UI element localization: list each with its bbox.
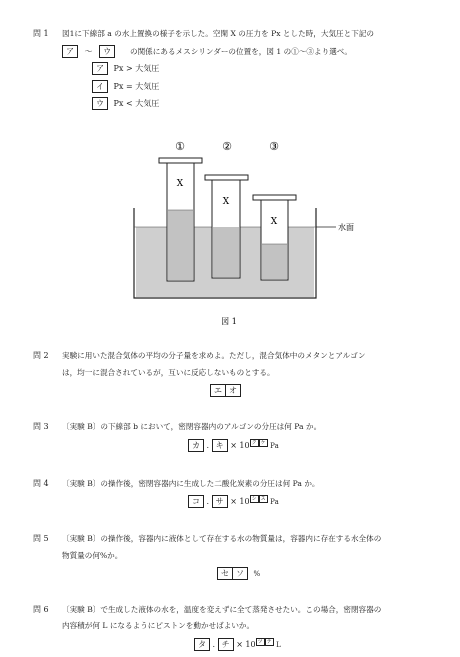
unit: Pa bbox=[270, 442, 279, 450]
answer-box-o: オ bbox=[225, 384, 241, 397]
range-separator: ～ bbox=[84, 47, 93, 56]
answer-box-a: ア bbox=[62, 45, 78, 58]
q2-line1: 実験に用いた混合気体の平均の分子量を求めよ。ただし，混合気体中のメタンとアルゴン bbox=[62, 351, 366, 360]
times-ten: × 10 bbox=[230, 441, 250, 450]
q2-line2: は，均一に混合されているが，互いに反応しないものとする。 bbox=[62, 368, 275, 377]
gas-label-1: X bbox=[176, 179, 184, 189]
q1-line2: の関係にあるメスシリンダーの位置を，図 1 の①～③より選べ。 bbox=[130, 47, 352, 56]
unit: L bbox=[276, 641, 281, 649]
figure-caption: 図 1 bbox=[221, 317, 237, 326]
cylinder-label-2: ② bbox=[222, 140, 232, 153]
option-text: Px > 大気圧 bbox=[113, 64, 160, 73]
q6-line1: 〔実験 B〕で生成した液体の水を，温度を変えずに全て蒸発させたい。この場合，密閉容器の bbox=[62, 605, 382, 614]
q6-line2: 内容積が何 L になるようにピストンを動かせばよいか。 bbox=[62, 621, 255, 630]
exponent-box-ke: ケ bbox=[260, 440, 266, 446]
q3-text: 〔実験 B〕の下線部 b において，密閉容器内のアルゴンの分圧は何 Pa か。 bbox=[62, 422, 322, 431]
q1-number: 問 1 bbox=[33, 29, 49, 38]
answer-box-ta: タ bbox=[194, 638, 210, 651]
q2-answer bbox=[210, 384, 241, 397]
q4-text: 〔実験 B〕の操作後，密閉容器内に生成した二酸化炭素の分圧は何 Pa か。 bbox=[62, 479, 320, 488]
answer-box-ka: カ bbox=[188, 439, 204, 452]
q2-number: 問 2 bbox=[33, 351, 49, 360]
q5-line1: 〔実験 B〕の操作後，容器内に液体として存在する水の物質量は，容器内に存在する水全体の bbox=[62, 534, 382, 543]
q5-answer bbox=[217, 567, 260, 580]
answer-box-ko: コ bbox=[188, 495, 204, 508]
water-surface-label: 水面 bbox=[338, 223, 354, 232]
decimal-point: . bbox=[212, 640, 216, 649]
exponent-box-te: テ bbox=[266, 639, 272, 645]
q6-number: 問 6 bbox=[33, 605, 49, 614]
option-text: Px = 大気圧 bbox=[113, 82, 160, 91]
answer-box-u: ウ bbox=[99, 45, 115, 58]
q5-line2: 物質量の何%か。 bbox=[62, 551, 123, 560]
answer-box-ki: キ bbox=[212, 439, 228, 452]
exponent-box-ku: ク bbox=[251, 440, 257, 446]
cylinder-label-1: ① bbox=[175, 140, 185, 153]
q3-answer bbox=[188, 439, 279, 452]
q4-number: 問 4 bbox=[33, 479, 49, 488]
unit: Pa bbox=[270, 498, 279, 506]
times-ten: × 10 bbox=[236, 640, 256, 649]
gas-label-2: X bbox=[222, 197, 230, 207]
q3-number: 問 3 bbox=[33, 422, 49, 431]
decimal-point: . bbox=[206, 441, 210, 450]
option-box: ウ bbox=[92, 97, 108, 110]
answer-box-sa: サ bbox=[212, 495, 228, 508]
answer-box-se: セ bbox=[217, 567, 233, 580]
cylinder-label-3: ③ bbox=[269, 140, 279, 153]
answer-box-so: ソ bbox=[232, 567, 248, 580]
exponent-box-tsu: ツ bbox=[257, 639, 263, 645]
q1-line1: 図1に下線部 a の水上置換の様子を示した。空閑 X の圧力を Px とした時，大気圧と下記の bbox=[62, 29, 375, 38]
option-box: イ bbox=[92, 80, 108, 93]
q5-number: 問 5 bbox=[33, 534, 49, 543]
decimal-point: . bbox=[206, 497, 210, 506]
exponent-box-shi: シ bbox=[251, 496, 257, 502]
q6-answer bbox=[194, 638, 281, 651]
times-ten: × 10 bbox=[230, 497, 250, 506]
option-box: ア bbox=[92, 62, 108, 75]
answer-box-chi: チ bbox=[218, 638, 234, 651]
answer-box-e: エ bbox=[210, 384, 226, 397]
option-text: Px < 大気圧 bbox=[113, 99, 160, 108]
gas-label-3: X bbox=[270, 217, 278, 227]
unit: % bbox=[253, 570, 261, 578]
q4-answer bbox=[188, 495, 279, 508]
exponent-box-su: ス bbox=[260, 496, 266, 502]
